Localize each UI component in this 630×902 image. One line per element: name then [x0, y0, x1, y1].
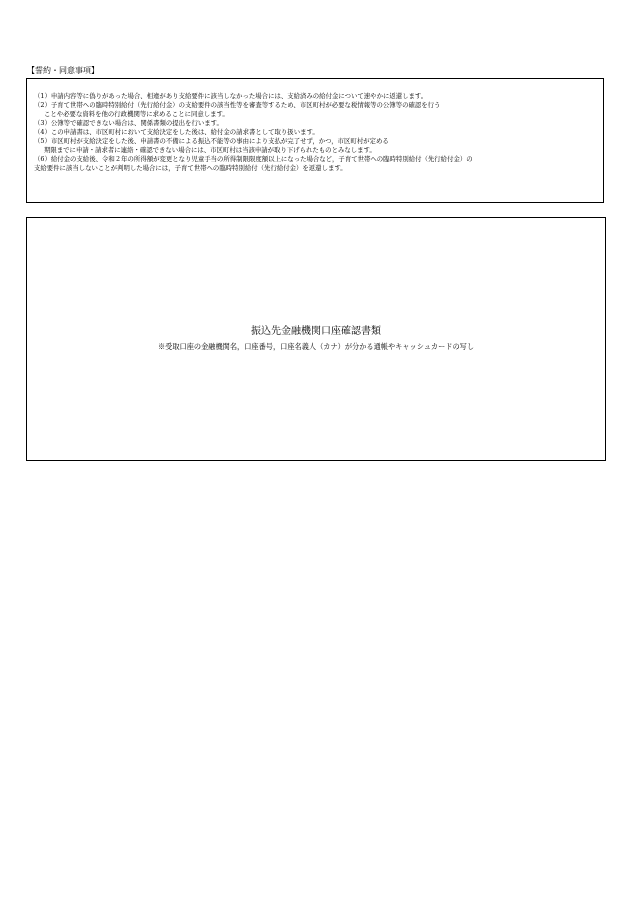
attachment-title: 振込先金融機関口座確認書類 — [251, 326, 381, 337]
terms-line-5: （5）市区町村が支給決定をした後、申請書の不備による振込不能等の事由により支払が完了せず，かつ，市区町村が定める — [34, 137, 389, 145]
terms-heading: 【誓約・同意事項】 — [27, 66, 99, 75]
terms-line-2-continued: ことや必要な資料を他の行政機関等に求めることに同意します。 — [44, 110, 229, 118]
terms-line-6: （6）給付金の支給後、令和２年の所得額が変更となり児童手当の所得制限限度額以上になった場合など，子育て世帯への臨時特別給付（先行給付金）の — [34, 155, 473, 163]
terms-line-4: （4）この申請書は、市区町村において支給決定をした後は、給付金の請求書として取り扱います。 — [34, 128, 319, 136]
terms-line-2: （2）子育て世帯への臨時特別給付（先行給付金）の支給要件の該当性等を審査等するため、市区町村が必要な税情報等の公簿等の確認を行う — [34, 101, 441, 109]
terms-line-3: （3）公簿等で確認できない場合は、関係書類の提出を行います。 — [34, 119, 223, 127]
terms-line-5-continued: 期限までに申請・請求者に連絡・確認できない場合には、市区町村は当該申請が取り下げられたものとみなします。 — [44, 146, 376, 154]
terms-line-6-continued: 支給要件に該当しないことが判明した場合には，子育て世帯への臨時特別給付（先行給付金）を返還します。 — [34, 164, 347, 172]
terms-box — [26, 78, 604, 203]
attachment-note: ※受取口座の金融機関名，口座番号，口座名義人（カナ）が分かる通帳やキャッシュカードの写し — [157, 342, 475, 351]
terms-line-1: （1）申請内容等に偽りがあった場合、相違があり支給要件に該当しなかった場合には、支給済みの給付金について速やかに返還します。 — [34, 92, 428, 100]
bank-document-attachment-area[interactable] — [26, 217, 606, 461]
